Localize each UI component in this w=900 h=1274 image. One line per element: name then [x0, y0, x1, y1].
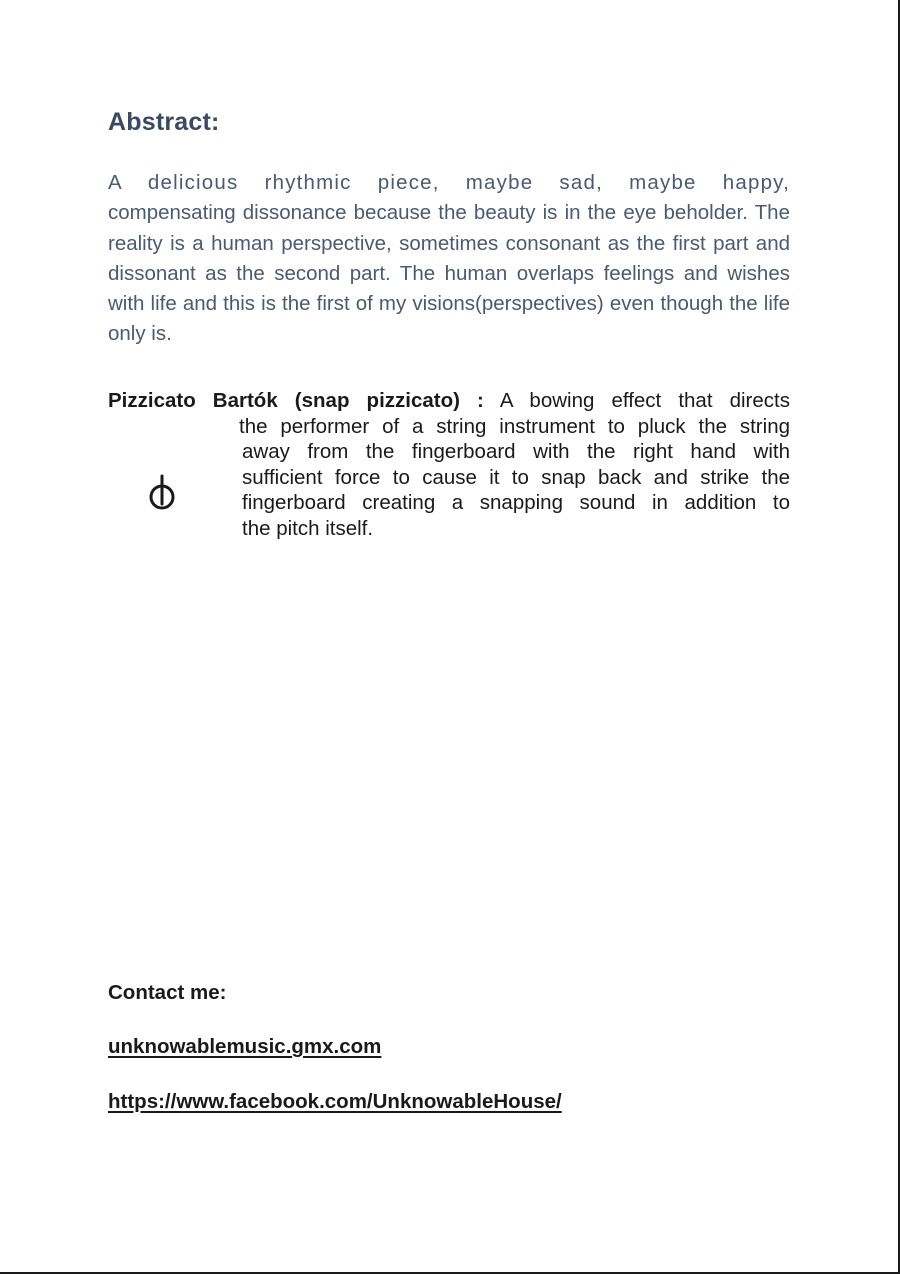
pizzicato-line: fingerboard creating a snapping sound in addition to	[242, 491, 790, 515]
abstract-line: as the first part and dissonant as the second part. The human	[108, 231, 791, 285]
abstract-line: overlaps feelings and wishes with life and this is the first of my	[108, 261, 790, 316]
abstract-paragraph	[108, 168, 790, 350]
abstract-line: visions(perspectives) even though the life only is.	[108, 292, 790, 346]
contact-facebook-link[interactable]: https://www.facebook.com/UnknowableHouse/	[108, 1090, 562, 1113]
pizzicato-line	[108, 388, 790, 414]
abstract-line: beholder. The reality is a human perspective, sometimes consonant	[108, 201, 790, 255]
snap-pizzicato-icon	[146, 474, 178, 514]
pizzicato-line: the performer of a string instrument to pluck the string	[239, 414, 790, 438]
contact-heading: Contact me:	[108, 981, 227, 1004]
abstract-line: A delicious rhythmic piece, maybe sad, maybe happy,	[108, 171, 790, 194]
pizzicato-line: sufficient force to cause it to snap back and strike the	[242, 465, 790, 489]
abstract-line: compensating dissonance because the beauty is in the eye	[108, 201, 657, 225]
contact-email-link[interactable]: unknowablemusic.gmx.com	[108, 1035, 382, 1058]
pizzicato-line: the pitch itself.	[242, 516, 374, 540]
pizzicato-line: away from the fingerboard with the right hand with	[242, 440, 790, 464]
pizzicato-term: Pizzicato Bartók (snap pizzicato) :	[108, 389, 484, 412]
pizzicato-text: A bowing effect that directs	[499, 389, 790, 412]
abstract-heading: Abstract:	[108, 108, 220, 136]
pizzicato-definition	[108, 388, 790, 542]
